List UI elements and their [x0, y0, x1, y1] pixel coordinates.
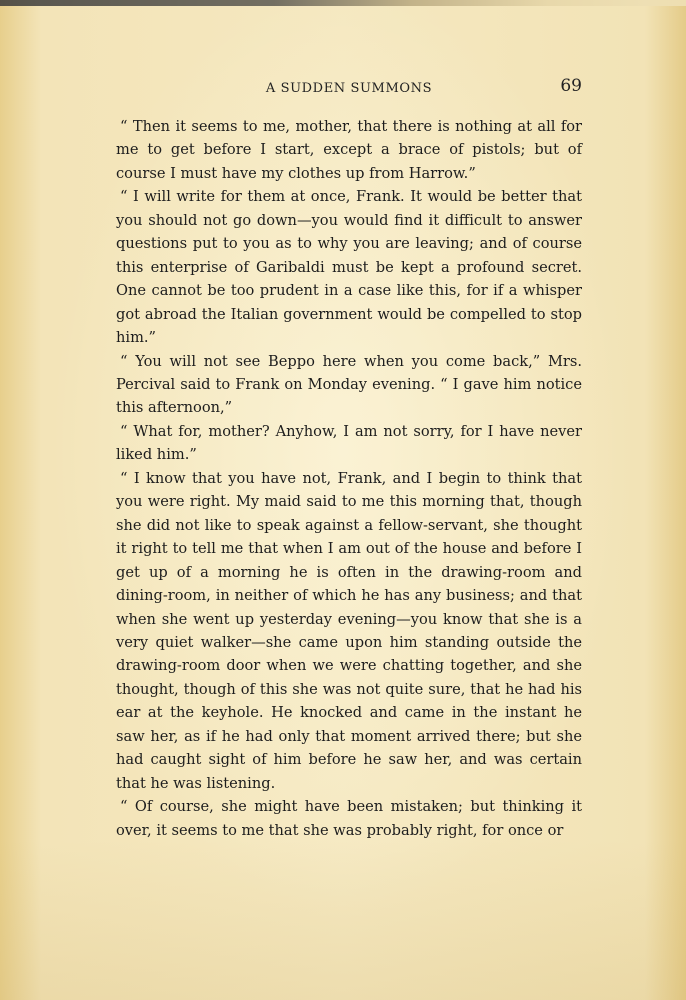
page-number: 69	[560, 76, 582, 96]
paragraph: “ Of course, she might have been mistaken; but thinking it over, it seems to me that she was probably right, for once or	[116, 798, 582, 839]
paragraph: “ I will write for them at once, Frank. It would be better that you should not go down—you would find it difficult to answer questions put to you as to why you are leaving; and of course this enterprise of Garibaldi must be kept a profound secret. One cannot be too prudent in a case like this, for if a whisper got abroad the Italian government would be compelled to stop him.”	[116, 188, 582, 347]
body-text	[116, 115, 582, 842]
page-header	[116, 76, 582, 100]
running-title: A SUDDEN SUMMONS	[265, 81, 433, 96]
paragraph: “ You will not see Beppo here when you come back,” Mrs. Percival said to Frank on Monday evening. “ I gave him notice this afternoon,”	[116, 352, 582, 417]
scan-edge	[0, 0, 686, 6]
paragraph: “ I know that you have not, Frank, and I begin to think that you were right. My maid said to me this morning that, though she did not like to speak against a fellow-servant, she thought it right to tell me that when I am out of the house and before I get up of a morning he is often in the drawing-room and dining-room, in neither of which he has any business; and that when she went up yesterday evening—you know that she is a very quiet walker—she came upon him standing outside the drawing-room door when we were chatting together, and she thought, though of this she was not quite sure, that he had his ear at the keyhole. He knocked and came in the instant he saw her, as if he had only that moment arrived there; but she had caught sight of him before he saw her, and was certain that he was listening.	[116, 469, 582, 792]
paragraph: “ What for, mother? Anyhow, I am not sorry, for I have never liked him.”	[116, 422, 582, 464]
paragraph: “ Then it seems to me, mother, that there is nothing at all for me to get before I start, except a brace of pistols; but of course I must have my clothes up from Harrow.”	[116, 118, 582, 182]
